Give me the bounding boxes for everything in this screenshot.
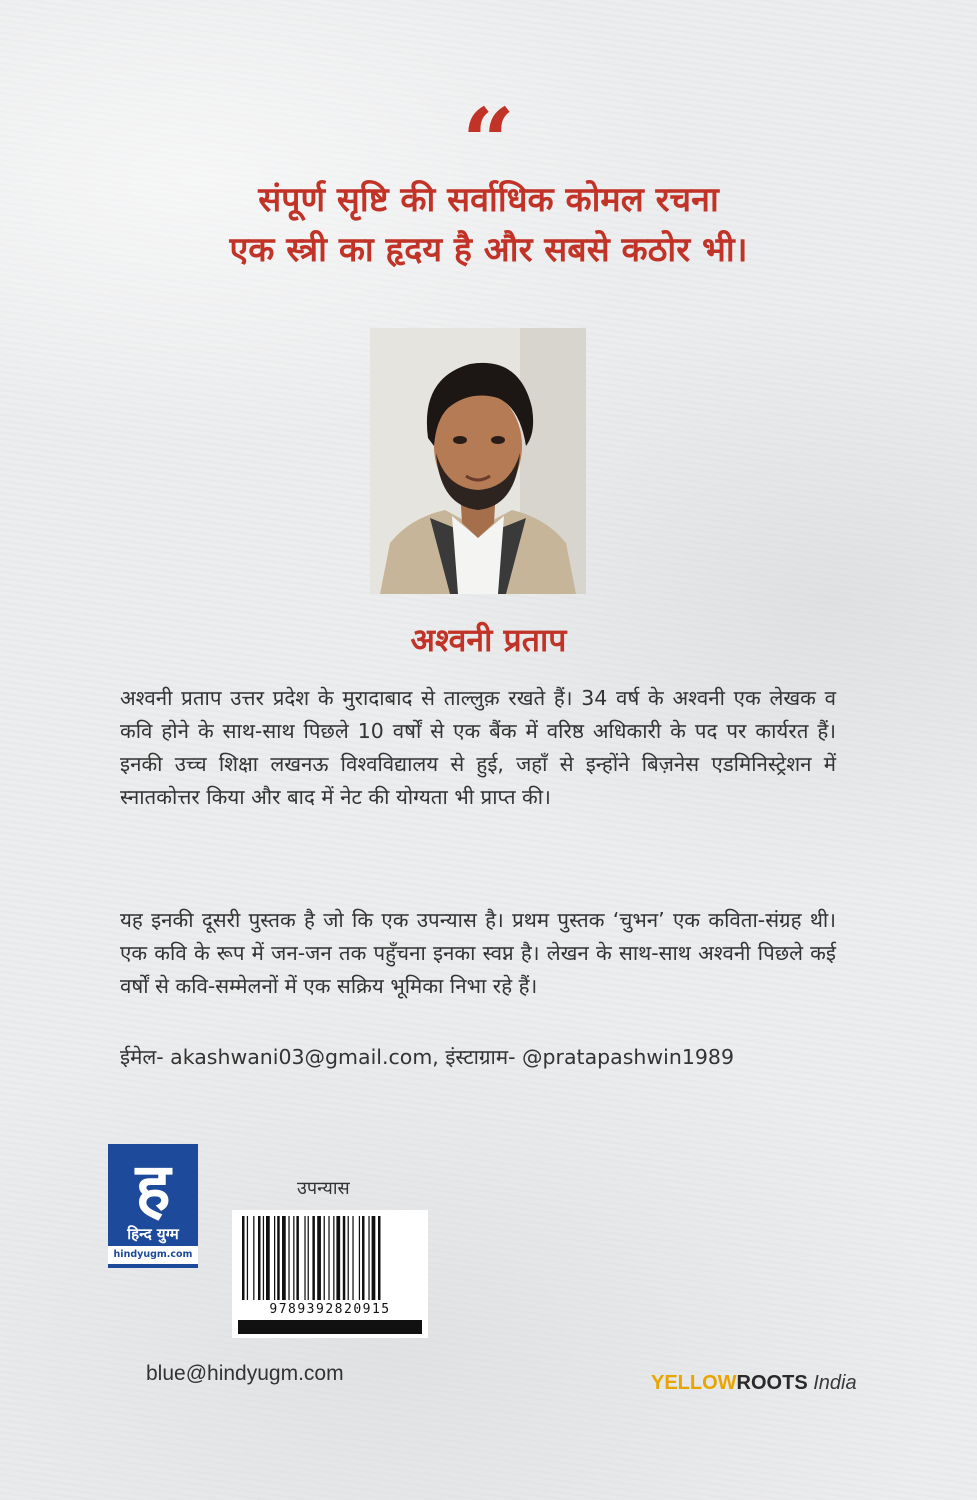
author-bio-paragraph-1: अश्वनी प्रताप उत्तर प्रदेश के मुरादाबाद से ताल्लुक़ रखते हैं। 34 वर्ष के अश्वनी एक लेखक व कवि होने के साथ-साथ पिछले 10 वर्षों से एक बैंक में वरिष्ठ अधिकारी के पद पर कार्यरत हैं। इनकी उच्च शिक्षा लखनऊ विश्वविद्यालय से हुई, जहाँ से इन्होंने बिज़नेस एडमिनिस्ट्रेशन में स्नातकोत्तर किया और बाद में नेट की योग्यता भी प्राप्त की।	[120, 686, 836, 809]
publisher-logo-name: हिन्द युग्म	[127, 1225, 179, 1243]
author-bio-paragraph-2: यह इनकी दूसरी पुस्तक है जो कि एक उपन्यास है। प्रथम पुस्तक ‘चुभन’ एक कविता-संग्रह थी। एक कवि के रूप में जन-जन तक पहुँचना इनका स्वप्न है। लेखन के साथ-साथ अश्वनी पिछले कई वर्षों से कवि-सम्मेलनों में एक सक्रिय भूमिका निभा रहे हैं।	[120, 908, 836, 998]
quote-line-2: एक स्त्री का हृदय है और सबसे कठोर भी।	[229, 230, 748, 270]
publisher-logo-url: hindyugm.com	[108, 1246, 198, 1264]
quote-mark: “	[462, 88, 515, 196]
barcode-footer-bar	[238, 1320, 422, 1334]
book-genre: उपन्यास	[297, 1178, 350, 1199]
author-photo	[370, 328, 586, 594]
imprint-india: India	[807, 1372, 857, 1394]
quote-line-1: संपूर्ण सृष्टि की सर्वाधिक कोमल रचना	[258, 180, 719, 220]
author-portrait-illustration	[370, 328, 586, 594]
imprint-logo	[651, 1372, 857, 1395]
isbn-number: 9789392820915	[269, 1302, 391, 1317]
publisher-email: blue@hindyugm.com	[146, 1362, 344, 1385]
author-contact: ईमेल- akashwani03@gmail.com, इंस्टाग्राम- @pratapashwin1989	[120, 1045, 735, 1069]
publisher-logo	[108, 1144, 198, 1268]
author-name: अश्वनी प्रताप	[410, 621, 567, 659]
isbn-barcode	[232, 1210, 428, 1338]
imprint-yellow: YELLOW	[651, 1372, 737, 1394]
barcode-bars	[238, 1216, 422, 1300]
imprint-roots: ROOTS	[736, 1372, 808, 1394]
publisher-logo-glyph: ह	[135, 1149, 171, 1226]
